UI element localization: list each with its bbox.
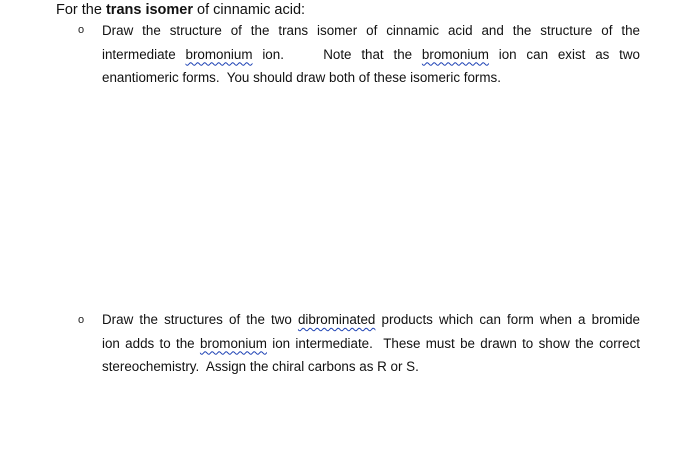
item2-line3: stereochemistry. Assign the chiral carbons as R or S. <box>102 359 419 374</box>
intro-suffix: of cinnamic acid: <box>193 2 306 18</box>
item2-l2c: ion intermediate. These must be drawn to show the correct <box>266 335 640 351</box>
item1-l2a: intermediate <box>102 46 186 62</box>
item1-l2e: ion can exist as two <box>488 46 640 62</box>
intro-prefix: For the <box>56 2 106 18</box>
intro-heading <box>56 0 305 20</box>
item2-l1a: Draw the structures of the two <box>102 312 298 327</box>
list-item-2 <box>102 308 640 379</box>
spellcheck-word: bromonium <box>421 46 489 62</box>
bullet-marker-2: o <box>78 314 85 326</box>
item2-l1c: products which can form when a bromide <box>375 312 640 327</box>
bullet-marker-1: o <box>78 24 85 36</box>
item1-l2c: ion. Note that the <box>252 46 422 62</box>
list-item-1 <box>102 19 640 90</box>
item2-line1 <box>102 308 640 332</box>
spellcheck-word: dibrominated <box>297 312 376 327</box>
item1-line1: Draw the structure of the trans isomer of cinnamic acid and the structure of the <box>102 23 640 38</box>
spellcheck-word: bromonium <box>185 46 253 62</box>
item1-line3: enantiomeric forms. You should draw both of these isomeric forms. <box>102 70 501 85</box>
item2-l2a: ion adds to the <box>102 335 200 351</box>
spellcheck-word: bromonium <box>199 335 267 351</box>
item2-line2 <box>102 332 640 356</box>
item1-line2 <box>102 43 640 67</box>
intro-bold: trans isomer <box>105 2 194 18</box>
